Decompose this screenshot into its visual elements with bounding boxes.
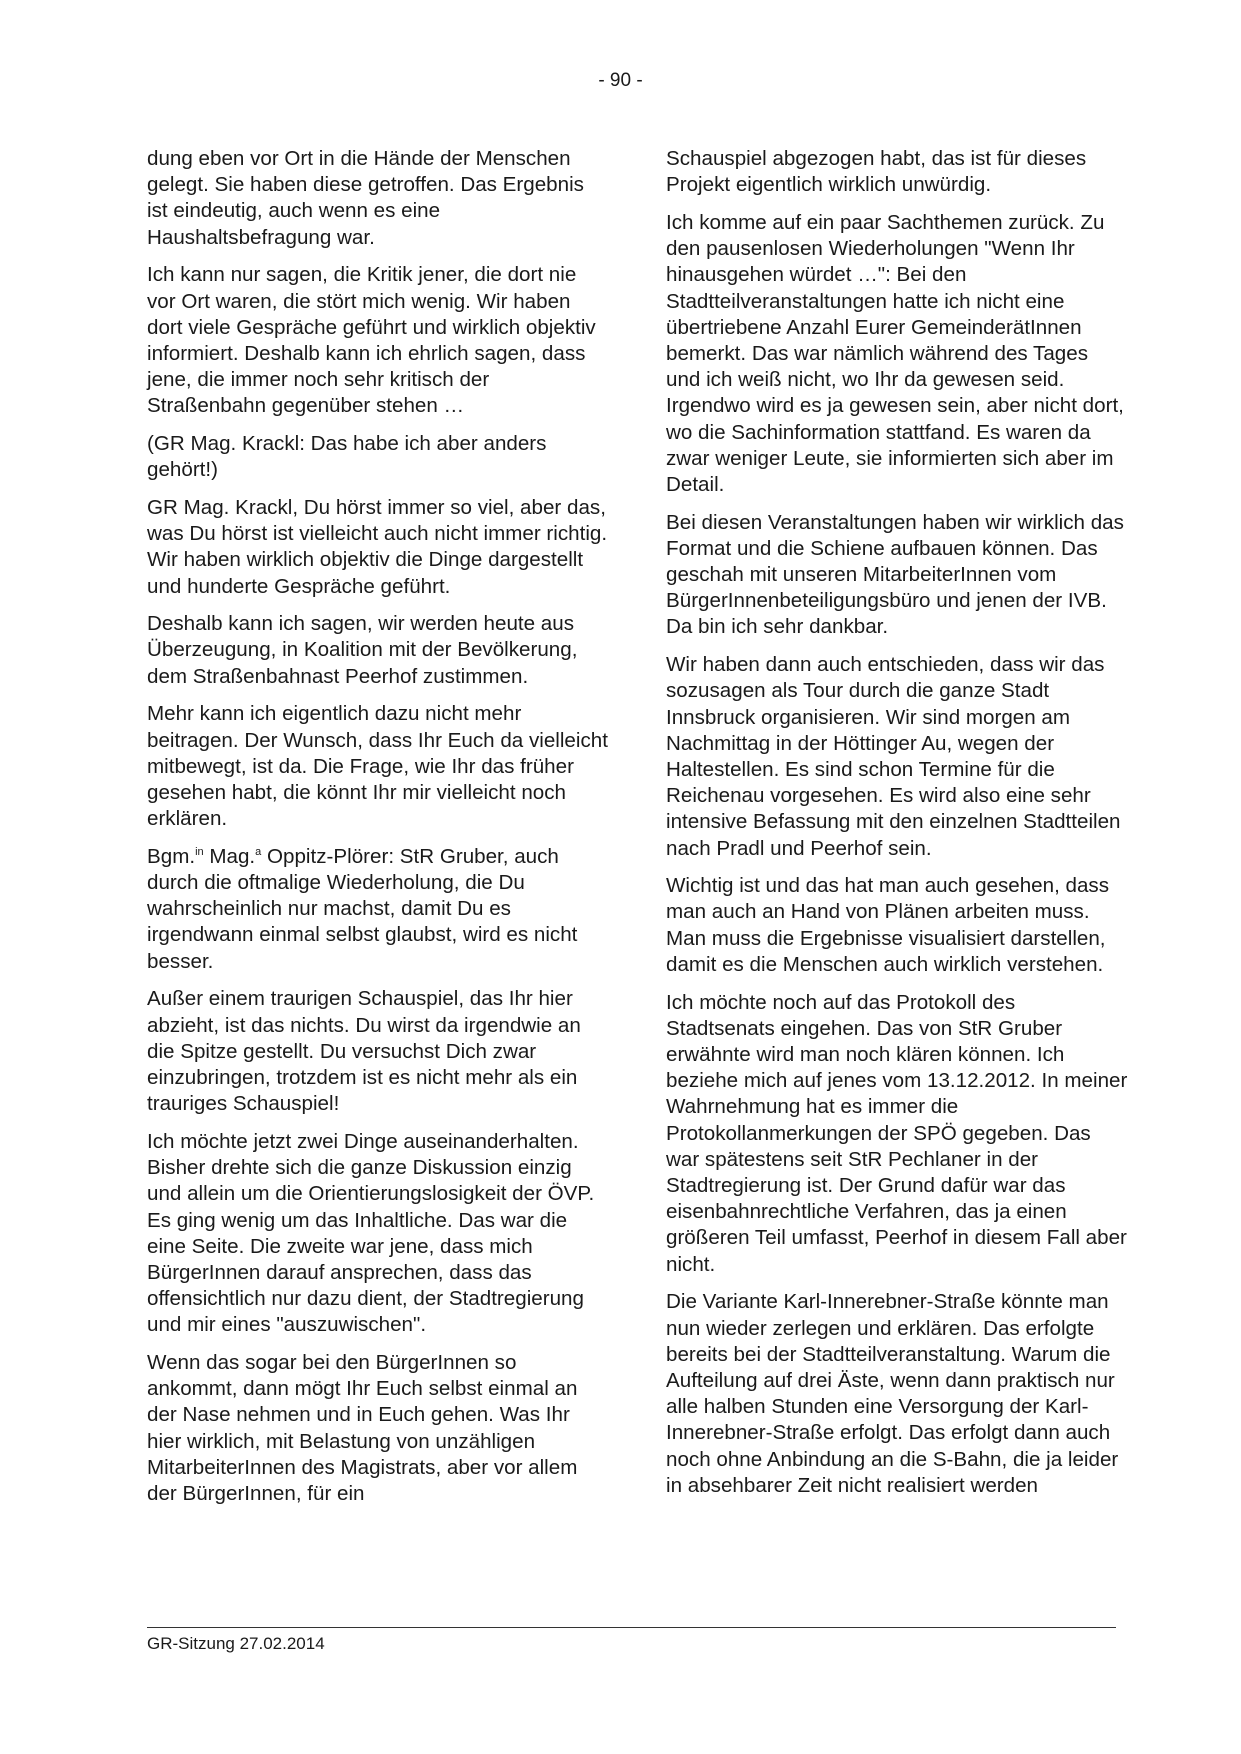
speaker-mid: Mag.	[203, 844, 256, 868]
footer-divider	[147, 1627, 1116, 1628]
paragraph: Deshalb kann ich sagen, wir werden heute aus Überzeugung, in Koalition mit der Bevölkerung, dem Straßenbahnast Peerhof zustimmen.	[147, 612, 578, 688]
interjection: (GR Mag. Krackl: Das habe ich aber anders gehört!)	[147, 432, 547, 482]
page-number: - 90 -	[598, 70, 643, 91]
speaker-text: StR Gruber, auch durch die oftmalige Wiederholung, die Du wahrscheinlich nur machst, damit Du es irgendwann einmal selbst glaubst, wird es nicht besser.	[147, 844, 578, 973]
speaker-name: Oppitz-Plörer:	[261, 844, 395, 868]
paragraph: Wir haben dann auch entschieden, dass wir das sozusagen als Tour durch die ganze Stadt Innsbruck organisieren. Wir sind morgen am Nachmittag in der Höttinger Au, wegen der Haltestellen. Es sind schon Termine für die Reichenau vorgesehen. Es wird also eine sehr intensive Befassung mit den einzelnen Stadtteilen nach Pradl und Peerhof sein.	[666, 653, 1121, 860]
right-column	[666, 146, 1128, 1510]
speaker-paragraph	[147, 844, 609, 975]
paragraph: Wichtig ist und das hat man auch gesehen, dass man auch an Hand von Plänen arbeiten muss. Man muss die Ergebnisse visualisiert darstellen, damit es die Menschen auch wirklich verstehen.	[666, 874, 1110, 976]
paragraph: Bei diesen Veranstaltungen haben wir wirklich das Format und die Schiene aufbauen können. Das geschah mit unseren MitarbeiterInnen vom BürgerInnenbeteiligungsbüro und jenen der IVB. Da bin ich sehr dankbar.	[666, 510, 1124, 639]
paragraph: Außer einem traurigen Schauspiel, das Ihr hier abzieht, ist das nichts. Du wirst da irgendwie an die Spitze gestellt. Du versuchst Dich zwar einzubringen, trotzdem ist es nicht mehr als ein trauriges Schauspiel!	[147, 987, 581, 1116]
speaker-sup-in: in	[195, 846, 204, 859]
paragraph: Schauspiel abgezogen habt, das ist für dieses Projekt eigentlich wirklich unwürdig.	[666, 147, 1087, 197]
paragraph: GR Mag. Krackl, Du hörst immer so viel, aber das, was Du hörst ist vielleicht auch nicht immer richtig. Wir haben wirklich objektiv die Dinge dargestellt und hunderte Gespräche geführt.	[147, 495, 608, 598]
paragraph: Ich möchte jetzt zwei Dinge auseinanderhalten. Bisher drehte sich die ganze Diskussion einzig und allein um die Orientierungslosigkeit der ÖVP. Es ging wenig um das Inhaltliche. Das war die eine Seite. Die zweite war jene, dass mich BürgerInnen darauf ansprechen, dass das offensichtlich nur dazu dient, der Stadtregierung und mir eines "auszuwischen".	[147, 1129, 595, 1337]
paragraph: Ich komme auf ein paar Sachthemen zurück. Zu den pausenlosen Wiederholungen "Wenn Ihr hinausgehen würdet …": Bei den Stadtteilveranstaltungen hatte ich nicht eine übertriebene Anzahl Eurer GemeinderätInnen bemerkt. Das war nämlich während des Tages und ich weiß nicht, wo Ihr da gewesen seid. Irgendwo wird es ja gewesen sein, aber nicht dort, wo die Sachinformation stattfand. Es waren da zwar weniger Leute, sie informierten sich aber im Detail.	[666, 210, 1124, 496]
speaker-sup-a: a	[255, 846, 262, 859]
paragraph: Wenn das sogar bei den BürgerInnen so ankommt, dann mögt Ihr Euch selbst einmal an der Nase nehmen und in Euch gehen. Was Ihr hier wirklich, mit Belastung von unzähligen MitarbeiterInnen des Magistrats, aber vor allem der BürgerInnen, für ein	[147, 1351, 578, 1506]
paragraph: Die Variante Karl-Innerebner-Straße könnte man nun wieder zerlegen und erklären. Das erfolgte bereits bei der Stadtteilveranstaltung. Warum die Aufteilung auf drei Äste, wenn dann praktisch nur alle halben Stunden eine Versorgung der Karl-Innerebner-Straße erfolgt. Das erfolgt dann auch noch ohne Anbindung an die S-Bahn, die ja leider in absehbarer Zeit nicht realisiert werden	[666, 1290, 1119, 1497]
footer-session-date: GR-Sitzung 27.02.2014	[147, 1634, 325, 1653]
paragraph: Mehr kann ich eigentlich dazu nicht mehr beitragen. Der Wunsch, dass Ihr Euch da vielleicht mitbewegt, ist da. Die Frage, wie Ihr das früher gesehen habt, die könnt Ihr mir vielleicht noch erklären.	[147, 702, 608, 831]
paragraph: dung eben vor Ort in die Hände der Menschen gelegt. Sie haben diese getroffen. Das Ergebnis ist eindeutig, auch wenn es eine Haushaltsbefragung war.	[147, 147, 584, 249]
paragraph: Ich möchte noch auf das Protokoll des Stadtsenats eingehen. Das von StR Gruber erwähnte wird man noch klären können. Ich beziehe mich auf jenes vom 13.12.2012. In meiner Wahrnehmung hat es immer die Protokollanmerkungen der SPÖ gegeben. Das war spätestens seit StR Pechlaner in der Stadtregierung ist. Der Grund dafür war das eisenbahnrechtliche Verfahren, das ja einen größeren Teil umfasst, Peerhof in diesem Fall aber nicht.	[666, 990, 1128, 1276]
speaker-prefix: Bgm.	[147, 844, 196, 868]
paragraph: Ich kann nur sagen, die Kritik jener, die dort nie vor Ort waren, die stört mich wenig. Wir haben dort viele Gespräche geführt und wirklich objektiv informiert. Deshalb kann ich ehrlich sagen, dass jene, die immer noch sehr kritisch der Straßenbahn gegenüber stehen …	[147, 263, 596, 418]
left-column	[147, 146, 609, 1519]
